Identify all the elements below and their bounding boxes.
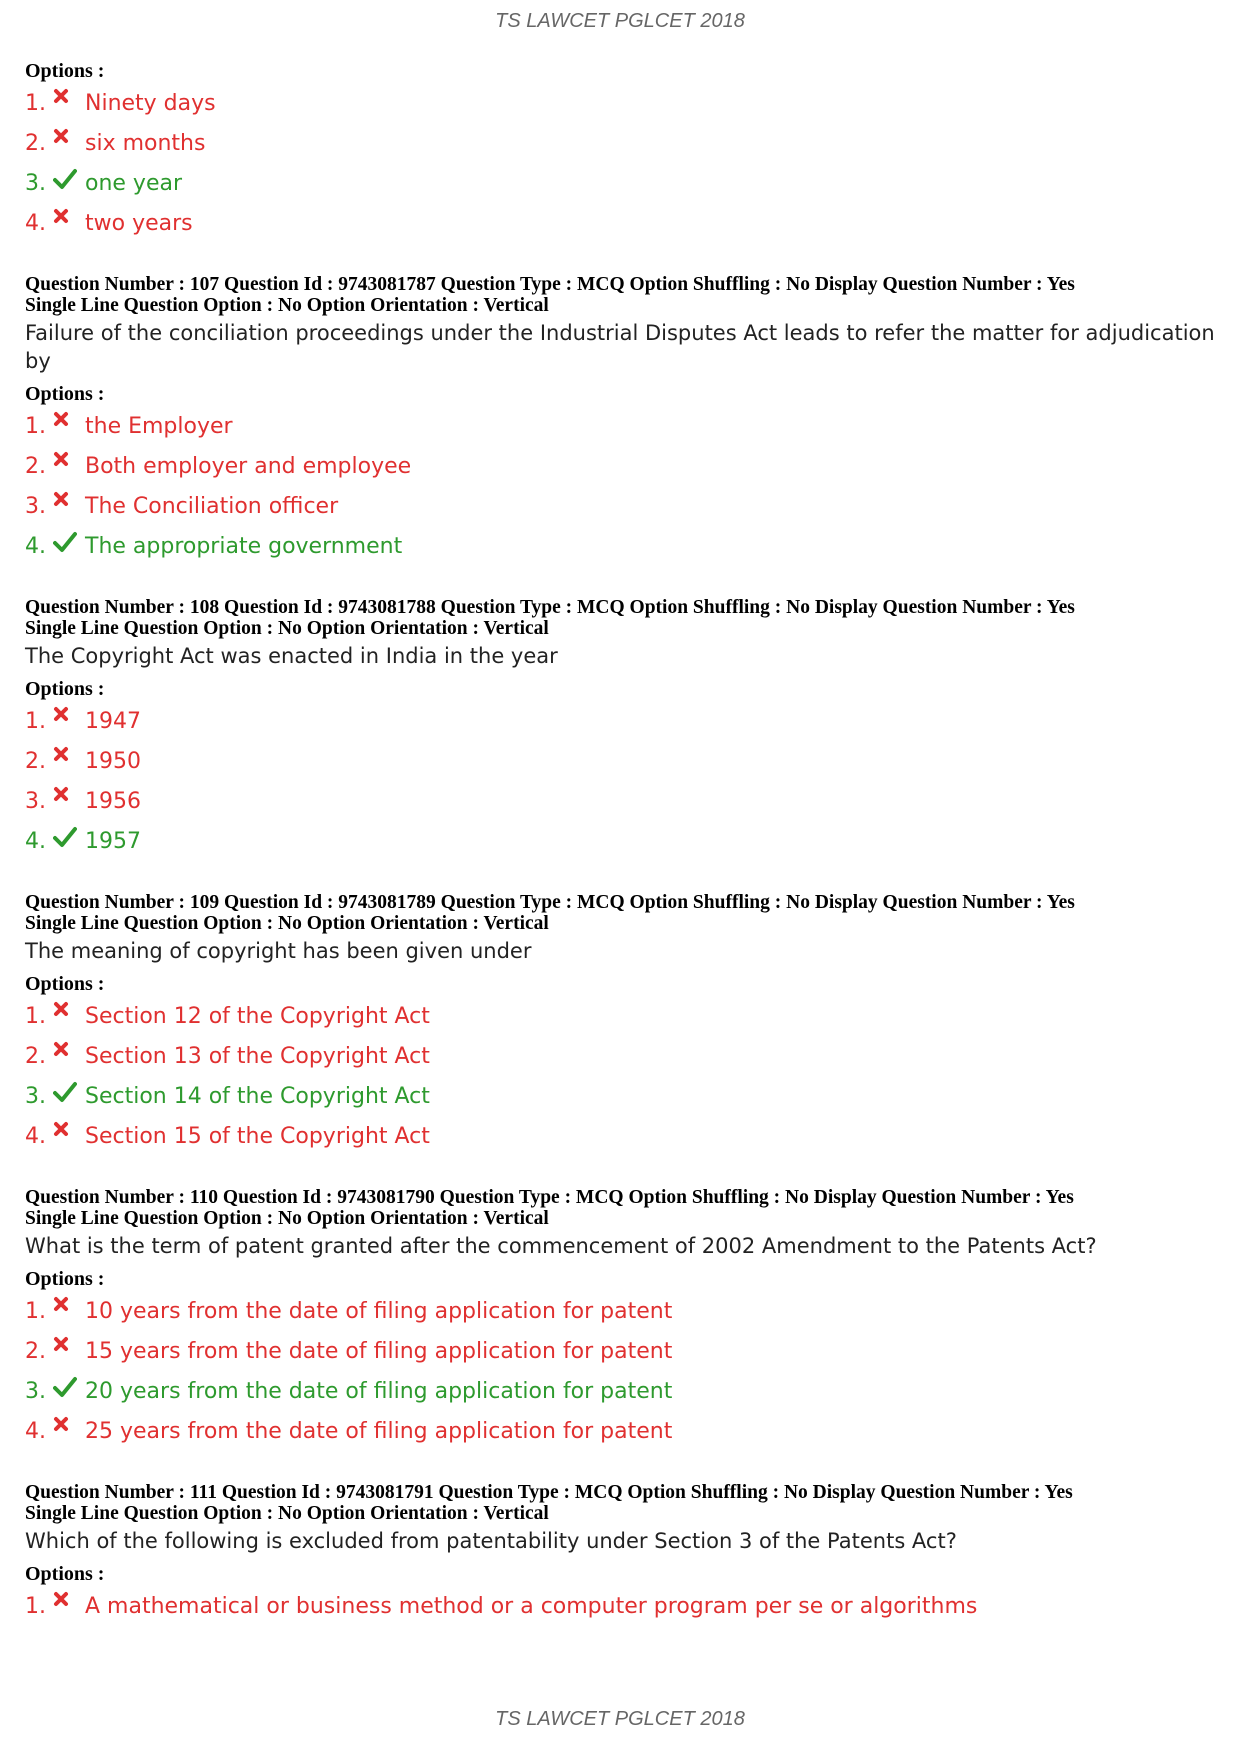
question-meta-line1: Question Number : 110 Question Id : 9743081790 Question Type : MCQ Option Shuffling : No Display Question Number : Yes (25, 1187, 1074, 1208)
option-number: 2. (25, 749, 46, 774)
option-number: 2. (25, 1044, 46, 1069)
cross-icon (53, 84, 81, 124)
question-block (25, 892, 1215, 1157)
option-text: 20 years from the date of filing application for patent (85, 1379, 673, 1404)
question-list (25, 58, 1215, 1627)
cross-icon (53, 447, 81, 487)
option-item (25, 742, 1215, 782)
option-number: 1. (25, 91, 46, 116)
option-text: the Employer (85, 414, 233, 439)
question-meta-line1: Question Number : 107 Question Id : 9743081787 Question Type : MCQ Option Shuffling : No Display Question Number : Yes (25, 274, 1075, 295)
option-item (25, 1332, 1215, 1372)
question-text: Which of the following is excluded from patentability under Section 3 of the Patents Act? (25, 1529, 957, 1553)
options-label: Options : (25, 678, 105, 700)
option-item (25, 407, 1215, 447)
option-item (25, 1372, 1215, 1412)
option-number: 4. (25, 829, 46, 854)
page-header: TS LAWCET PGLCET 2018 (495, 10, 745, 32)
option-item (25, 782, 1215, 822)
option-text: 25 years from the date of filing application for patent (85, 1419, 673, 1444)
question-meta-line2: Single Line Question Option : No Option Orientation : Vertical (25, 295, 549, 316)
check-icon (53, 164, 81, 204)
option-item (25, 84, 1215, 124)
options-list (25, 702, 1215, 862)
option-number: 3. (25, 789, 46, 814)
question-text: What is the term of patent granted after the commencement of 2002 Amendment to the Patents Act? (25, 1234, 1097, 1258)
option-text: 1956 (85, 789, 141, 814)
cross-icon (53, 997, 81, 1037)
question-meta-line1: Question Number : 108 Question Id : 9743081788 Question Type : MCQ Option Shuffling : No Display Question Number : Yes (25, 597, 1075, 618)
option-text: Ninety days (85, 91, 216, 116)
option-item (25, 1587, 1215, 1627)
check-icon (53, 822, 81, 862)
question-block (25, 597, 1215, 862)
option-item (25, 702, 1215, 742)
options-list (25, 997, 1215, 1157)
question-meta-line1: Question Number : 111 Question Id : 9743081791 Question Type : MCQ Option Shuffling : No Display Question Number : Yes (25, 1482, 1073, 1503)
option-number: 1. (25, 1594, 46, 1619)
option-number: 3. (25, 1379, 46, 1404)
intro-options-block (25, 58, 1215, 244)
questions-container (25, 274, 1215, 1627)
question-text: The Copyright Act was enacted in India in the year (25, 644, 558, 668)
question-meta-line2: Single Line Question Option : No Option Orientation : Vertical (25, 1208, 549, 1229)
option-number: 2. (25, 1339, 46, 1364)
cross-icon (53, 124, 81, 164)
option-text: Section 14 of the Copyright Act (85, 1084, 430, 1109)
question-block (25, 1187, 1215, 1452)
cross-icon (53, 487, 81, 527)
option-text: A mathematical or business method or a computer program per se or algorithms (85, 1594, 978, 1619)
option-item (25, 1412, 1215, 1452)
option-item (25, 1292, 1215, 1332)
option-text: two years (85, 211, 193, 236)
option-number: 1. (25, 414, 46, 439)
option-item (25, 997, 1215, 1037)
option-item (25, 822, 1215, 862)
option-text: 1950 (85, 749, 141, 774)
option-text: The Conciliation officer (85, 494, 339, 519)
question-block (25, 1482, 1215, 1627)
option-text: Section 13 of the Copyright Act (85, 1044, 430, 1069)
check-icon (53, 527, 81, 567)
cross-icon (53, 782, 81, 822)
option-text: Both employer and employee (85, 454, 412, 479)
option-number: 4. (25, 1124, 46, 1149)
option-text: 10 years from the date of filing application for patent (85, 1299, 673, 1324)
options-label: Options : (25, 1563, 105, 1585)
options-list (25, 84, 1215, 244)
option-text: The appropriate government (85, 534, 403, 559)
question-meta-line2: Single Line Question Option : No Option Orientation : Vertical (25, 913, 549, 934)
cross-icon (53, 1587, 81, 1627)
option-number: 1. (25, 1004, 46, 1029)
option-text: 1957 (85, 829, 141, 854)
check-icon (53, 1077, 81, 1117)
option-item (25, 204, 1215, 244)
option-number: 1. (25, 709, 46, 734)
option-item (25, 447, 1215, 487)
option-item (25, 487, 1215, 527)
question-meta-line2: Single Line Question Option : No Option Orientation : Vertical (25, 618, 549, 639)
cross-icon (53, 1292, 81, 1332)
question-meta-line1: Question Number : 109 Question Id : 9743081789 Question Type : MCQ Option Shuffling : No Display Question Number : Yes (25, 892, 1075, 913)
option-number: 3. (25, 494, 46, 519)
question-block (25, 274, 1215, 567)
option-item (25, 527, 1215, 567)
cross-icon (53, 742, 81, 782)
question-meta-line2: Single Line Question Option : No Option Orientation : Vertical (25, 1503, 549, 1524)
question-text: Failure of the conciliation proceedings under the Industrial Disputes Act leads to refer the matter for adjudication by (25, 321, 1215, 373)
option-item (25, 124, 1215, 164)
option-number: 4. (25, 211, 46, 236)
option-item (25, 164, 1215, 204)
check-icon (53, 1372, 81, 1412)
cross-icon (53, 1037, 81, 1077)
cross-icon (53, 1332, 81, 1372)
option-item (25, 1037, 1215, 1077)
question-text: The meaning of copyright has been given under (25, 939, 532, 963)
cross-icon (53, 702, 81, 742)
cross-icon (53, 1117, 81, 1157)
option-number: 4. (25, 1419, 46, 1444)
options-label: Options : (25, 383, 105, 405)
cross-icon (53, 407, 81, 447)
options-list (25, 1587, 1215, 1627)
options-list (25, 407, 1215, 567)
option-number: 1. (25, 1299, 46, 1324)
option-text: 1947 (85, 709, 141, 734)
option-number: 2. (25, 131, 46, 156)
option-item (25, 1117, 1215, 1157)
cross-icon (53, 204, 81, 244)
option-text: Section 15 of the Copyright Act (85, 1124, 430, 1149)
option-text: one year (85, 171, 183, 196)
options-list (25, 1292, 1215, 1452)
options-label: Options : (25, 973, 105, 995)
cross-icon (53, 1412, 81, 1452)
option-number: 2. (25, 454, 46, 479)
option-number: 4. (25, 534, 46, 559)
option-number: 3. (25, 1084, 46, 1109)
page-footer: TS LAWCET PGLCET 2018 (495, 1708, 745, 1730)
option-text: six months (85, 131, 206, 156)
option-text: Section 12 of the Copyright Act (85, 1004, 430, 1029)
option-item (25, 1077, 1215, 1117)
option-text: 15 years from the date of filing application for patent (85, 1339, 673, 1364)
options-label: Options : (25, 1268, 105, 1290)
options-label: Options : (25, 60, 105, 82)
option-number: 3. (25, 171, 46, 196)
